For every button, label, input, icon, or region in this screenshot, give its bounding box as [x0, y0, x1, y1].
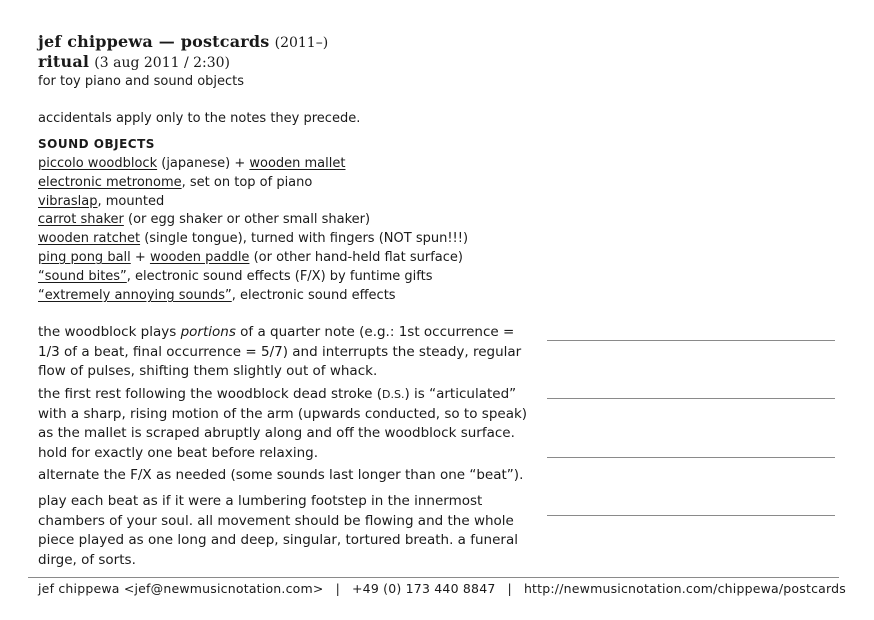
writing-line [547, 398, 835, 399]
object-note: (or egg shaker or other small shaker) [123, 212, 371, 227]
instruction-text: of a quarter note (e.g.: 1st occurrence = 1/3 of a beat, final occurrence = 5/7) and interrupts the steady, regular flow of pulses, shifting them slightly out of whack. [38, 324, 522, 379]
object-note: , electronic sound effects (F/X) by funtime gifts [126, 269, 433, 284]
footer-separator: | [335, 581, 340, 596]
sound-object-item [38, 212, 370, 227]
object-note: , mounted [97, 194, 165, 209]
instrumentation: for toy piano and sound objects [38, 74, 245, 89]
footer-separator: | [507, 581, 512, 596]
footer-url: http://newmusicnotation.com/chippewa/postcards [523, 581, 846, 596]
object-name: piccolo woodblock [38, 156, 158, 171]
instruction-fx: alternate the F/X as needed (some sounds last longer than one “beat”). [38, 467, 524, 483]
sound-object-item [38, 231, 468, 246]
sound-object-item [38, 194, 164, 209]
composer-title-line [38, 32, 328, 51]
object-note: , electronic sound effects [231, 288, 396, 303]
object-name: wooden mallet [249, 156, 346, 171]
series-years: (2011–) [274, 35, 329, 51]
accidentals-note: accidentals apply only to the notes they precede. [38, 111, 361, 126]
footer-contact: jef chippewa <jef@newmusicnotation.com> [38, 581, 324, 596]
object-name: ping pong ball [38, 250, 131, 265]
sound-object-item [38, 250, 463, 265]
object-name: “sound bites” [38, 269, 127, 284]
sound-object-item [38, 288, 396, 303]
object-note: + [130, 250, 150, 265]
sound-object-item [38, 269, 433, 284]
writing-line [547, 515, 835, 516]
instruction-text: the first rest following the woodblock dead stroke ( [38, 386, 383, 402]
object-name: wooden ratchet [38, 231, 141, 246]
instruction-emphasis: portions [180, 324, 236, 340]
footer-divider [28, 577, 839, 578]
instruction-text: the woodblock plays [38, 324, 181, 340]
piece-title: ritual [38, 52, 90, 71]
writing-line [547, 340, 835, 341]
object-name: vibraslap [38, 194, 98, 209]
object-name: electronic metronome [38, 175, 182, 190]
object-name: wooden paddle [149, 250, 250, 265]
object-note: (japanese) + [157, 156, 250, 171]
object-note: (single tongue), turned with fingers (NOT spun!!!) [140, 231, 469, 246]
footer [38, 581, 846, 596]
composer-title: jef chippewa — postcards [38, 32, 270, 51]
instruction-first-rest [38, 385, 538, 463]
instruction-woodblock [38, 323, 538, 382]
object-name: “extremely annoying sounds” [38, 288, 232, 303]
sound-object-item [38, 156, 345, 171]
instruction-text: ) is “articulated” with a sharp, rising motion of the arm (upwards conducted, so to speak) as the mallet is scraped abruptly along and off the woodblock surface. hold for exactly one beat before relaxing. [38, 386, 528, 461]
dead-stroke-abbrev: D.S. [382, 388, 405, 401]
object-note: (or other hand-held flat surface) [249, 250, 463, 265]
piece-title-line [38, 52, 230, 71]
object-name: carrot shaker [38, 212, 124, 227]
object-note: , set on top of piano [181, 175, 313, 190]
footer-phone: +49 (0) 173 440 8847 [352, 581, 496, 596]
sound-object-item [38, 175, 312, 190]
piece-date: (3 aug 2011 / 2:30) [94, 55, 231, 71]
sound-objects-heading: SOUND OBJECTS [38, 137, 155, 151]
instruction-beat: play each beat as if it were a lumbering footstep in the innermost chambers of your soul. all movement should be flowing and the whole piece played as one long and deep, singular, tortured breath. a funeral dirge, of sorts. [38, 493, 518, 568]
writing-line [547, 457, 835, 458]
